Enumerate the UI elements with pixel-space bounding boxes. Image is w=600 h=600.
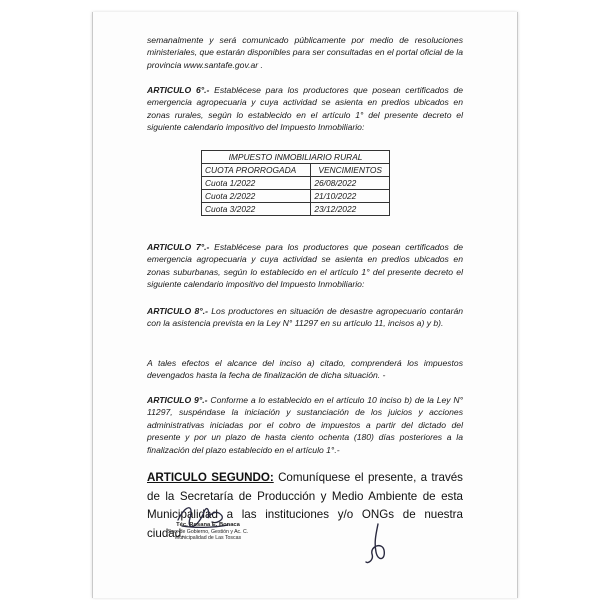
table-cell: Cuota 3/2022	[202, 203, 311, 216]
article-6	[147, 84, 463, 134]
paragraph-intro: semanalmente y será comunicado públicamente por medio de resoluciones ministeriales, que estarán disponibles para ser consultadas en el portal oficial de la provincia www.santafe.gov.ar .	[147, 35, 463, 70]
article-9-text: Conforme a lo establecido en el artículo 10 inciso b) de la Ley N° 11297, suspéndase la iniciación y sustanciación de los juicios y acciones administrativas iniciadas por el cobro de impuestos a partir del dictado del presente y por un plazo de hasta ciento ochenta (180) días posteriores a la finalización del plazo establecido en el artículo 1°.-	[147, 395, 464, 455]
signature-2	[360, 522, 394, 566]
article-9	[147, 394, 463, 456]
table-cell: Cuota 2/2022	[202, 190, 311, 203]
article-7-label: ARTICULO 7°.-	[147, 242, 210, 252]
article-6-text: Establécese para los productores que posean certificados de emergencia agropecuaria y cuya actividad se asienta en predios ubicados en zonas rurales, según lo establecido en el artículo 1° del presente decreto el siguiente calendario impositivo del Impuesto Inmobiliario:	[147, 85, 464, 133]
table-row	[202, 203, 390, 216]
article-8-text: Los productores en situación de desastre agropecuario contarán con la asistencia prevista en la Ley N° 11297 en su artículo 11, incisos a) y b).	[147, 306, 464, 329]
table-header: VENCIMIENTOS	[311, 164, 390, 177]
article-7-text: Establécese para los productores que posean certificados de emergencia agropecuaria y cuya actividad se asienta en predios ubicados en zonas suburbanas, según lo establecido en el artículo 1° del presente decreto el siguiente calendario impositivo del Impuesto Inmobiliario:	[147, 242, 464, 290]
article-second-label: ARTICULO SEGUNDO:	[147, 471, 274, 484]
article-8	[147, 305, 463, 330]
article-8-label: ARTICULO 8°.-	[147, 306, 208, 316]
table-row	[202, 190, 390, 203]
paragraph-effects: A tales efectos el alcance del inciso a) citado, comprenderá los impuestos devengados hasta la fecha de finalización de dicha situación. -	[147, 358, 463, 381]
table-cell: Cuota 1/2022	[202, 177, 311, 190]
stamp-name: Téc. Rosana E. Bonaca	[176, 522, 240, 528]
tax-calendar-table	[201, 150, 390, 216]
table-cell: 26/08/2022	[311, 177, 390, 190]
article-7	[147, 241, 463, 291]
table-header: CUOTA PRORROGADA	[202, 164, 311, 177]
table-row	[202, 177, 390, 190]
article-6-label: ARTICULO 6°.-	[147, 85, 210, 95]
table-cell: 21/10/2022	[311, 190, 390, 203]
stamp-role: Sec. de Gobierno, Gestión y Ac. C.	[167, 528, 249, 535]
article-9-label: ARTICULO 9°.-	[147, 395, 208, 405]
table-title: IMPUESTO INMOBILIARIO RURAL	[202, 151, 390, 164]
table-cell: 23/12/2022	[311, 203, 390, 216]
official-stamp	[158, 522, 258, 542]
article-second-text: Comuníquese el presente, a través de la Secretaría de Producción y Medio Ambiente de esta Municipalidad a las instituciones y/o ONGs de nuestra ciudad,	[147, 471, 463, 540]
stamp-org: Municipalidad de Las Toscas	[174, 535, 242, 541]
